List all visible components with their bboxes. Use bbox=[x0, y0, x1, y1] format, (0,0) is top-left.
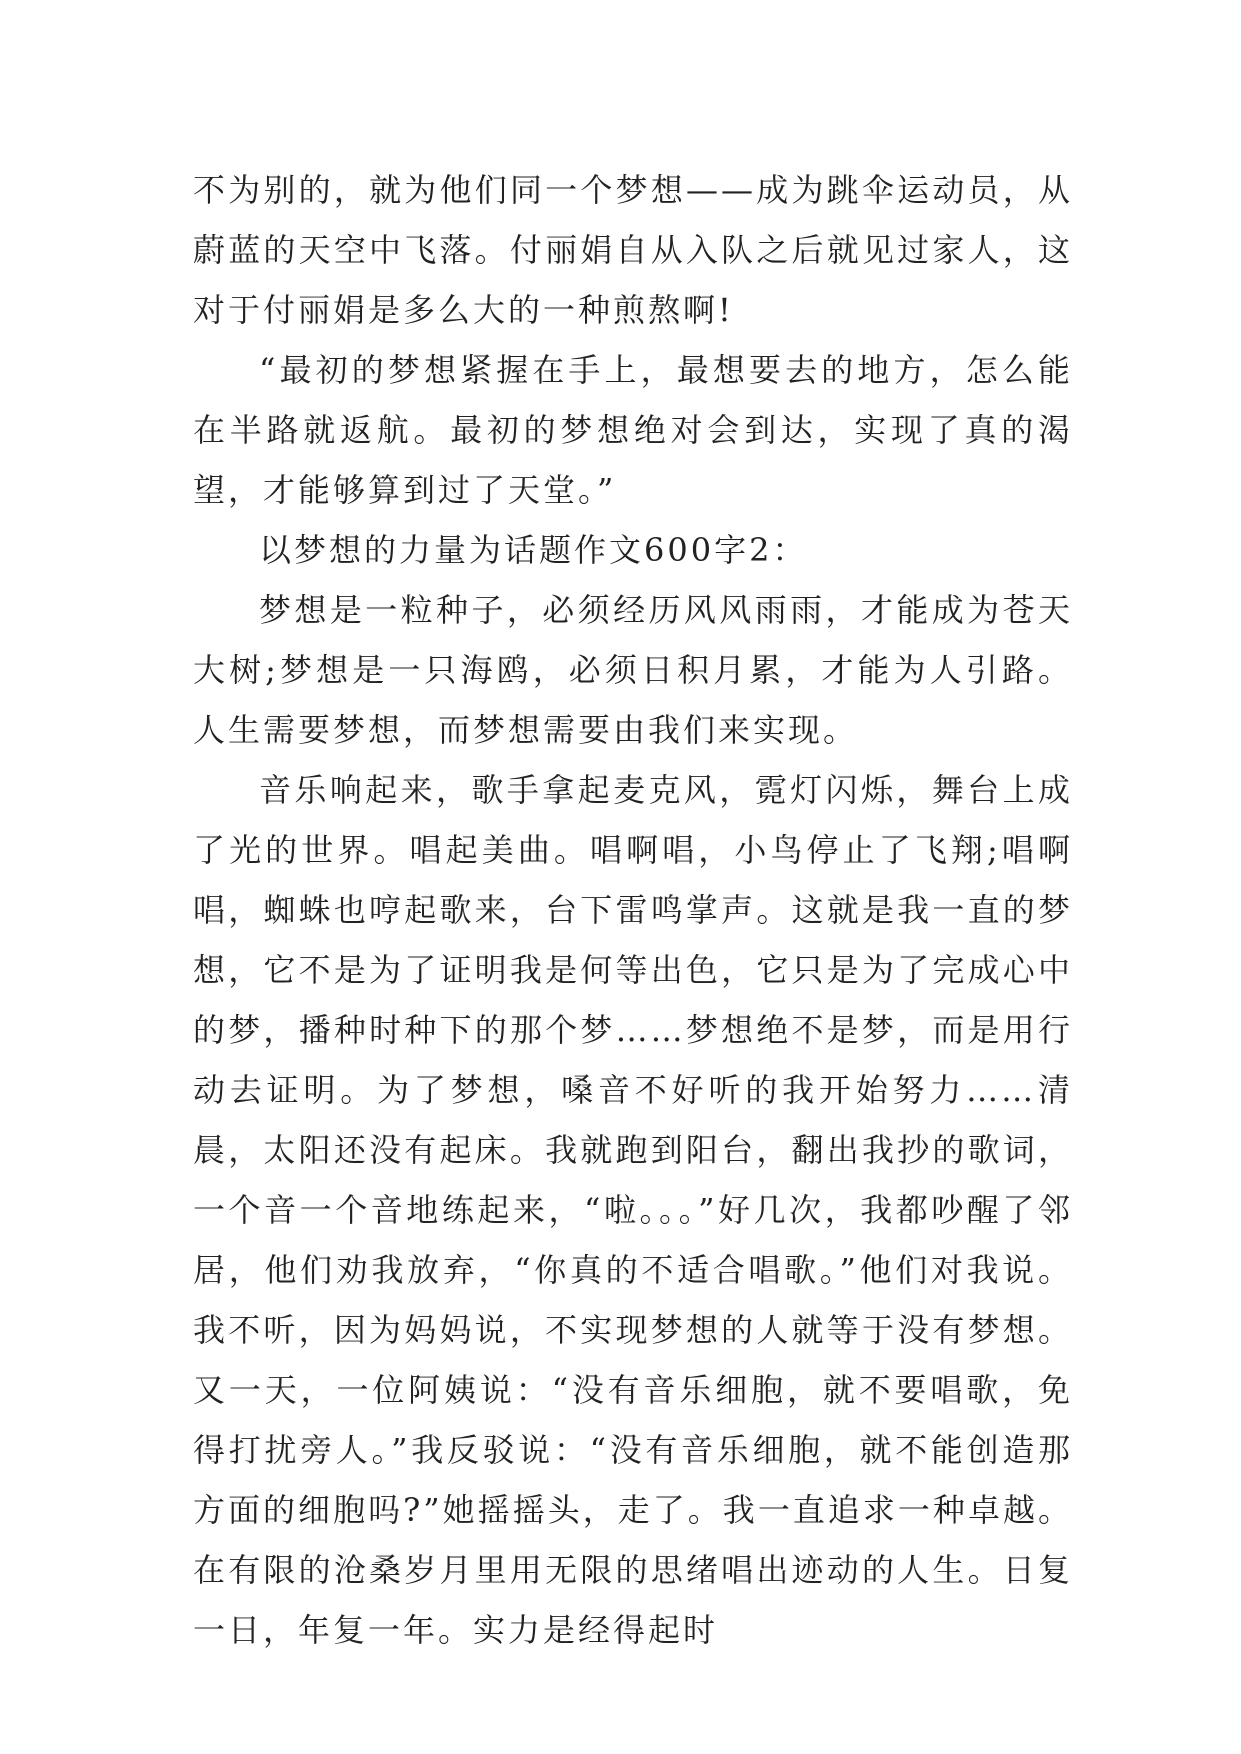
body-text bbox=[193, 160, 1073, 1660]
paragraph-4: 梦想是一粒种子，必须经历风风雨雨，才能成为苍天大树;梦想是一只海鸥，必须日积月累，才能为人引路。人生需要梦想，而梦想需要由我们来实现。 bbox=[193, 591, 1073, 749]
paragraph-1: 不为别的，就为他们同一个梦想——成为跳伞运动员，从蔚蓝的天空中飞落。付丽娟自从入队之后就见过家人，这对于付丽娟是多么大的一种煎熬啊! bbox=[193, 171, 1073, 329]
paragraph-5: 音乐响起来，歌手拿起麦克风，霓灯闪烁，舞台上成了光的世界。唱起美曲。唱啊唱，小鸟停止了飞翔;唱啊唱，蜘蛛也哼起歌来，台下雷鸣掌声。这就是我一直的梦想，它不是为了证明我是何等出色，它只是为了完成心中的梦，播种时种下的那个梦……梦想绝不是梦，而是用行动去证明。为了梦想，嗓音不好听的我开始努力……清晨，太阳还没有起床。我就跑到阳台，翻出我抄的歌词，一个音一个音地练起来，“啦。。。”好几次，我都吵醒了邻居，他们劝我放弃，“你真的不适合唱歌。”他们对我说。我不听，因为妈妈说，不实现梦想的人就等于没有梦想。又一天，一位阿姨说：“没有音乐细胞，就不要唱歌，免得打扰旁人。”我反驳说：“没有音乐细胞，就不能创造那方面的细胞吗?”她摇摇头，走了。我一直追求一种卓越。在有限的沧桑岁月里用无限的思绪唱出迹动的人生。日复一日，年复一年。实力是经得起时 bbox=[193, 771, 1073, 1649]
paragraph-3-heading: 以梦想的力量为话题作文600字2： bbox=[259, 531, 808, 569]
paragraph-2: “最初的梦想紧握在手上，最想要去的地方，怎么能在半路就返航。最初的梦想绝对会到达，实现了真的渴望，才能够算到过了天堂。” bbox=[193, 351, 1073, 509]
